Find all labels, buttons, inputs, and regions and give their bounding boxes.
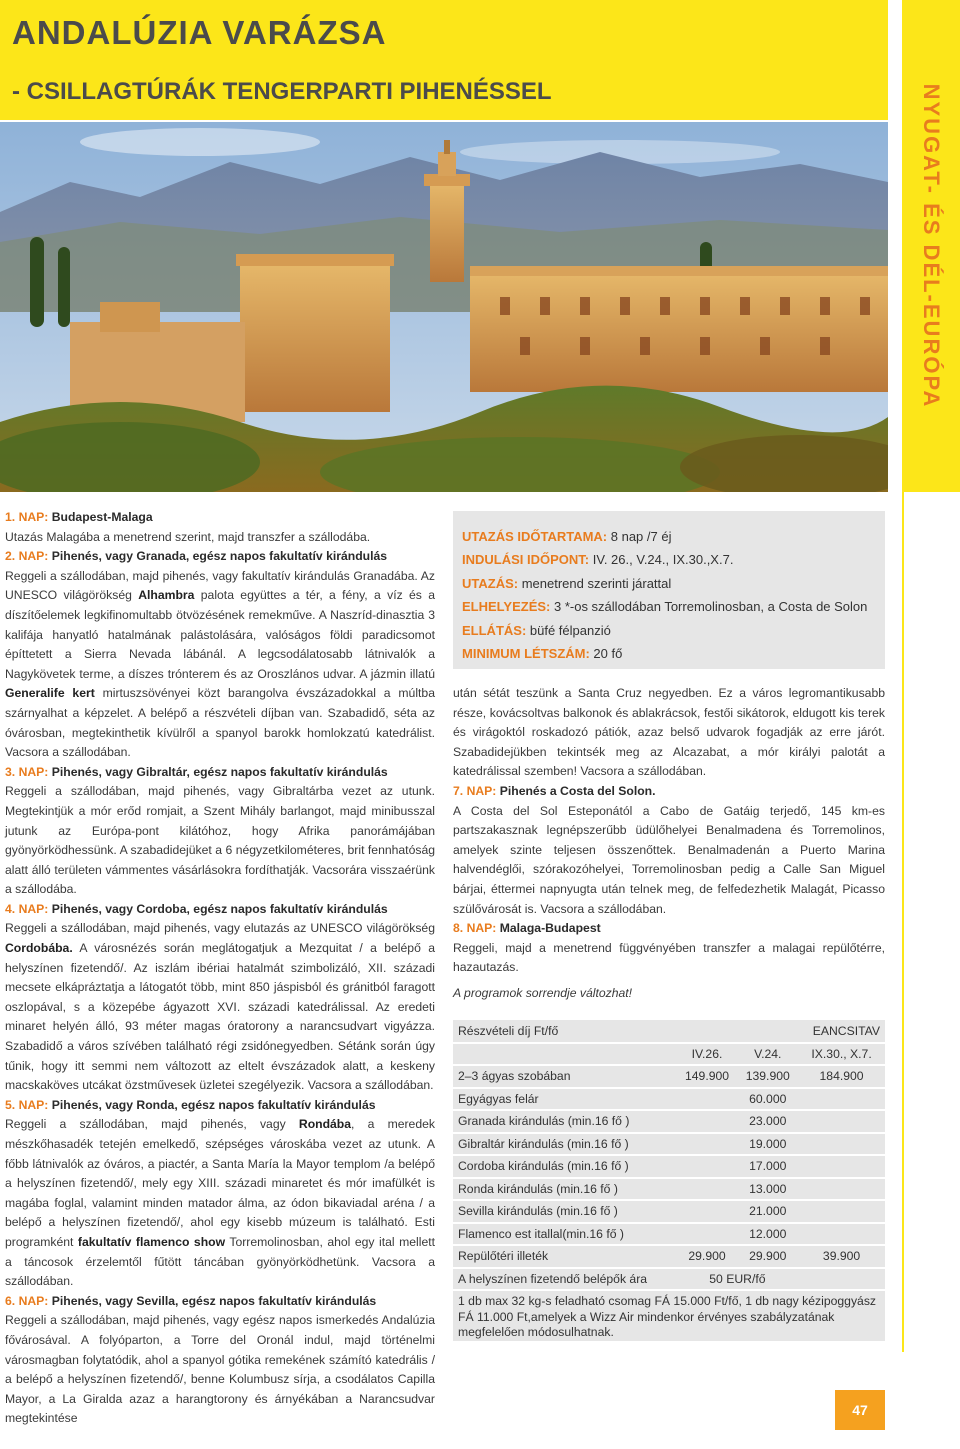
info-hotel: ELHELYEZÉS: 3 *-os szállodában Torremolinosban, a Costa de Solon	[462, 599, 868, 615]
table-row: 2–3 ágyas szobában 149.900 139.900 184.900	[453, 1065, 885, 1088]
table-row: Cordoba kirándulás (min.16 fő ) 17.000	[453, 1155, 885, 1178]
day-2-text: Reggeli a szállodában, majd pihenés, vagy fakultatív kirándulás Granadába. Az UNESCO világörökség Alhambra palota együttes a tér, a fény, a víz és a díszítőelemek legkifinomultabb ötvözésének remekműve. A Naszríd-dinasztia 3 kalifája hanyatló hatalmának palástolására, valóságos földi paradicsomot építtetett a Sierra Nevada lábánál. A legcsodálatosabb látnivalók a Nagykövetek terme, a díszes trónterem és az Oroszlános udvar. A jázmin illatú Generalife kert mirtuszsövényei közt barangolva évszázadokkal a múltba szárnyalhat a képzelet. A belépő a részvételi díjban van. Szabadidő, séta az óvárosban, megtekinthetik kívülről a spanyol barokk homlokzatú katedrálist. Vacsora a szállodában.	[5, 568, 435, 760]
day-1-heading: 1. NAP: Budapest-Malaga	[5, 510, 153, 524]
program-change-note: A programok sorrendje változhat!	[453, 985, 633, 1000]
table-row: A helyszínen fizetendő belépők ára 50 EUR/fő	[453, 1268, 885, 1291]
day-1-text: Utazás Malagába a menetrend szerint, majd transzfer a szállodába.	[5, 529, 371, 544]
date-col-1: IV.26.	[677, 1043, 738, 1066]
day-7-text: A Costa del Sol Esteponától a Cabo de Gatáig terjedő, 145 km-es partszakasznak legnépszerűbb üdülőhelyei Benalmadena és Torremolinos, amelyek szinte teljesen összenőttek. Benalmadenán a Puerto Marina halvendéglői, szórakozóhelyei, Torremolinosban pedig a Calle San Miguel bárjai, éttermei napnyugta után telnek meg, de felfedezhetik Malagát, Picasso szülővárosát is. Vacsora a szállodában.	[453, 803, 885, 916]
date-col-3: IX.30., X.7.	[798, 1043, 885, 1066]
price-table	[453, 1020, 885, 1343]
header-banner	[0, 0, 888, 120]
day-6-continued-text: után sétát teszünk a Santa Cruz negyedben. Ez a város legromantikusabb része, kovácsoltvas balkonok és ablakrácsok, festői sikátorok, eldugott kis terek és virágoktól roskadozó pátiók, azaz belső udvarok fogadják az erre járót. Szabadidejükben tekintsék meg az Alcazabat, a mór királyi palotát a katedrálissal szemben! Vacsora a szállodában.	[453, 686, 885, 779]
day-8-text: Reggeli, majd a menetrend függvényében transzfer a malagai repülőtérre, hazautazás.	[453, 940, 885, 975]
day-4-text: Reggeli a szállodában, majd pihenés, vagy elutazás az UNESCO világörökség Cordobába. A városnézés során meglátogatjuk a Mezquitat / a belépő a helyszínen fizetendő/. Az iszlám ibériai hatalmát szimbolizáló, XII. századi mecsete elkápráztatja a látogatót több, mint 850 jáspisból és gránitból faragott oszlopával, s a közepébe ágyazott XVI. századi katedrálissal. Az eredeti minaret helyén álló, 93 méter magas óratorony a narancsudvart vigyázza. Szabadidő a város szívében található régi zsidónegyedben. Sétánk során úgy tűnik, hogy itt semmi nem változott az eltelt évszázadok alatt, a keskeny macskaköves utcákat özstművesek üzletei szegélyezik. Vacsora a szállodában.	[5, 921, 435, 1093]
table-row: Repülőtéri illeték 29.900 29.900 39.900	[453, 1245, 885, 1268]
price-header-label: Részvételi díj Ft/fő	[453, 1020, 677, 1043]
itinerary-right-column	[453, 684, 885, 1004]
date-col-2: V.24.	[737, 1043, 798, 1066]
table-row: Ronda kirándulás (min.16 fő ) 13.000	[453, 1178, 885, 1201]
table-row	[453, 1290, 885, 1342]
table-row	[453, 1043, 885, 1066]
side-band	[902, 0, 960, 492]
table-row: Sevilla kirándulás (min.16 fő ) 21.000	[453, 1200, 885, 1223]
day-5-text: Reggeli a szállodában, majd pihenés, vagy Rondába, a meredek mészkőhasadék tetején emelkedő, szépséges városkába vezet az utunk. A főbb látnivalók az óváros, a piactér, a Santa María la Mayor templom /a belépő a helyszínen fizetendő/, mely egy XIII. századi minaretet és mór imafülkét is magába foglal, valamint minden matador álma, az ódon bikaviadal aréna / a belépő a helyszínen fizetendő/, ahol egy kisebb múzeum is található. Esti programként fakultatív flamenco show Torremolinosban, ahol egy ital mellett a táncosok érzelemtől fűtött táncában gyönyörködhetünk. Vacsora a szállodában.	[5, 1117, 435, 1289]
day-5-heading: 5. NAP: Pihenés, vagy Ronda, egész napos fakultatív kirándulás	[5, 1097, 376, 1112]
day-3-text: Reggeli a szállodában, majd pihenés, vagy Gibraltárba vezet az utunk. Megtekintjük a mór erőd romjait, a Szent Mihály barlangot, majd minibusszal jutunk az Európa-pont kilátóhoz, hogy Afrika panorámájában gyönyörködhessünk. A szabadidejüket a 6 négyzetkilométeres, brit fennhatóság alatt álló területen vámmentes vásárlásokra fordíthatják. Vacsorára visszaérünk a szállodába.	[5, 784, 435, 897]
page-title: ANDALÚZIA VARÁZSA	[12, 14, 387, 51]
table-row: Flamenco est itallal(min.16 fő ) 12.000	[453, 1223, 885, 1246]
trip-info-box	[453, 511, 885, 669]
alhambra-photo	[0, 122, 888, 492]
table-row: Gibraltár kirándulás (min.16 fő ) 19.000	[453, 1133, 885, 1156]
region-label: NYUGAT- ÉS DÉL-EURÓPA	[919, 83, 944, 409]
side-rule	[902, 492, 904, 1352]
info-duration: UTAZÁS IDŐTARTAMA: 8 nap /7 éj	[462, 529, 672, 544]
day-8-heading: 8. NAP: Malaga-Budapest	[453, 921, 601, 936]
page-number: 47	[835, 1390, 885, 1430]
luggage-footnote: 1 db max 32 kg-s feladható csomag FÁ 15.000 Ft/fő, 1 db nagy kézipoggyász FÁ 11.000 Ft,amelyek a Wizz Air mindenkor érvényes szabályzatának megfelelően módosulhatnak.	[453, 1290, 885, 1342]
price-currency-code: EANCSITAV	[798, 1020, 885, 1043]
day-4-heading: 4. NAP: Pihenés, vagy Cordoba, egész napos fakultatív kirándulás	[5, 901, 388, 916]
info-min-participants: MINIMUM LÉTSZÁM: 20 fő	[462, 646, 623, 662]
table-row: Egyágyas felár 60.000	[453, 1088, 885, 1111]
page-subtitle: - CSILLAGTÚRÁK TENGERPARTI PIHENÉSSEL	[12, 78, 552, 105]
info-travel: UTAZÁS: menetrend szerinti járattal	[462, 575, 672, 591]
day-3-heading: 3. NAP: Pihenés, vagy Gibraltár, egész napos fakultatív kirándulás	[5, 764, 388, 779]
info-departure: INDULÁSI IDŐPONT: IV. 26., V.24., IX.30.,X.7.	[462, 552, 734, 568]
info-board: ELLÁTÁS: büfé félpanzió	[462, 622, 611, 638]
day-7-heading: 7. NAP: Pihenés a Costa del Solon.	[453, 783, 656, 798]
table-row	[453, 1020, 885, 1043]
table-row: Granada kirándulás (min.16 fő ) 23.000	[453, 1110, 885, 1133]
day-6-heading: 6. NAP: Pihenés, vagy Sevilla, egész napos fakultatív kirándulás	[5, 1293, 377, 1308]
day-2-heading: 2. NAP: Pihenés, vagy Granada, egész napos fakultatív kirándulás	[5, 549, 388, 564]
day-6-text: Reggeli a szállodában, majd pihenés, vagy egész napos ismerkedés Andalúzia fővárosával. A folyóparton, a Torre del Oronál indul, majd történelmi városmagban folytatódik, ahol a spanyol gótika remekének számító katedrális / a belépő a helyszínen fizetendő/, benne Kolumbusz sírja, a csodálatos Capilla Mayor, a La Giralda azaz a harangtorony és árnyékában a Narancsudvar megtekintése	[5, 1313, 435, 1426]
itinerary-left-column	[5, 508, 435, 1429]
